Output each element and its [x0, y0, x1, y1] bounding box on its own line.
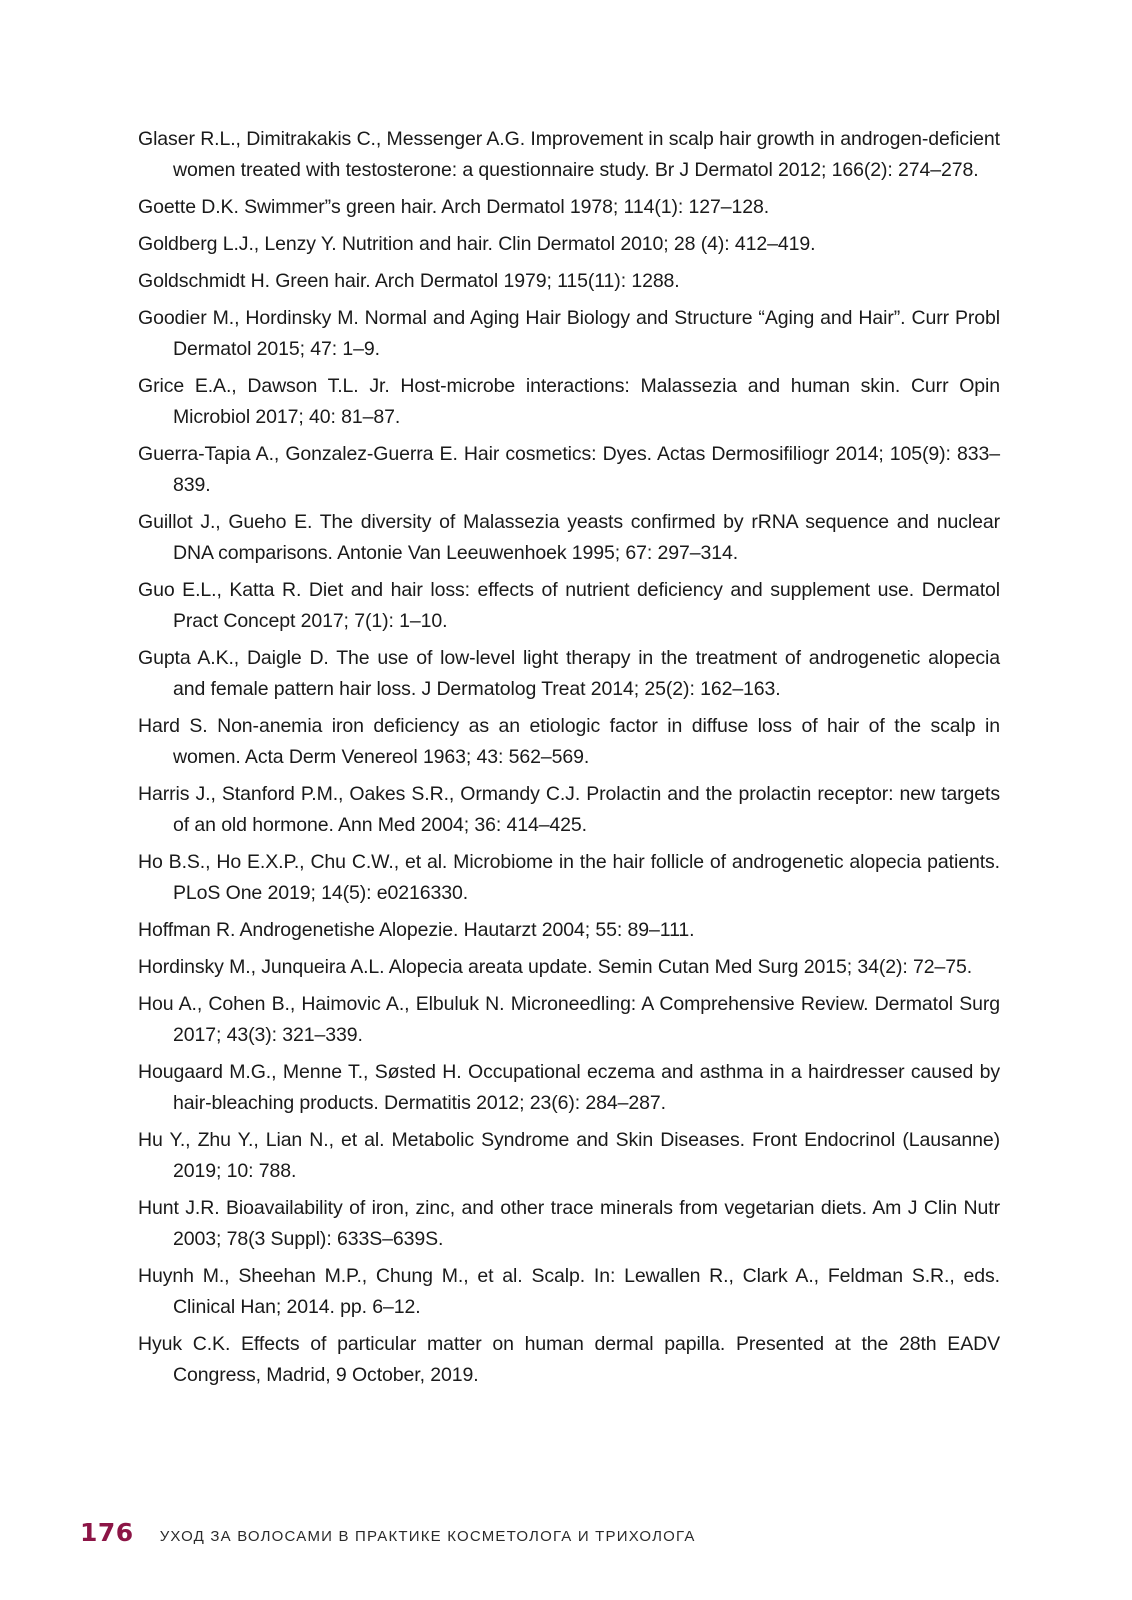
reference-list	[138, 124, 1000, 1397]
reference-item: Hyuk C.K. Effects of particular matter on human dermal papilla. Presented at the 28th EADV Congress, Madrid, 9 October, 2019.	[138, 1333, 1000, 1386]
reference-item: Goodier M., Hordinsky M. Normal and Aging Hair Biology and Structure “Aging and Hair”. Curr Probl Dermatol 2015; 47: 1–9.	[138, 307, 1000, 360]
reference-item: Hougaard M.G., Menne T., Søsted H. Occupational eczema and asthma in a hairdresser caused by hair-bleaching products. Dermatitis 2012; 23(6): 284–287.	[138, 1061, 1000, 1114]
page-number: 176	[80, 1518, 134, 1547]
reference-item: Glaser R.L., Dimitrakakis C., Messenger A.G. Improvement in scalp hair growth in androgen-deficient women treated with testosterone: a questionnaire study. Br J Dermatol 2012; 166(2): 274–278.	[138, 128, 1000, 181]
reference-item: Goldschmidt H. Green hair. Arch Dermatol 1979; 115(11): 1288.	[138, 270, 680, 292]
reference-item: Ho B.S., Ho E.X.P., Chu C.W., et al. Microbiome in the hair follicle of androgenetic alopecia patients. PLoS One 2019; 14(5): e0216330.	[138, 851, 1000, 904]
reference-item: Hu Y., Zhu Y., Lian N., et al. Metabolic Syndrome and Skin Diseases. Front Endocrinol (Lausanne) 2019; 10: 788.	[138, 1129, 1000, 1182]
reference-item: Hunt J.R. Bioavailability of iron, zinc, and other trace minerals from vegetarian diets. Am J Clin Nutr 2003; 78(3 Suppl): 633S–639S.	[138, 1197, 1000, 1250]
reference-item: Hordinsky M., Junqueira A.L. Alopecia areata update. Semin Cutan Med Surg 2015; 34(2): 72–75.	[138, 956, 973, 978]
reference-item: Grice E.A., Dawson T.L. Jr. Host-microbe interactions: Malassezia and human skin. Curr Opin Microbiol 2017; 40: 81–87.	[138, 375, 1000, 428]
reference-item: Hard S. Non-anemia iron deficiency as an etiologic factor in diffuse loss of hair of the scalp in women. Acta Derm Venereol 1963; 43: 562–569.	[138, 715, 1000, 768]
reference-item: Harris J., Stanford P.M., Oakes S.R., Ormandy C.J. Prolactin and the prolactin receptor: new targets of an old hormone. Ann Med 2004; 36: 414–425.	[138, 783, 1000, 836]
page-footer	[80, 1518, 696, 1547]
reference-item: Gupta A.K., Daigle D. The use of low-level light therapy in the treatment of androgenetic alopecia and female pattern hair loss. J Dermatolog Treat 2014; 25(2): 162–163.	[138, 647, 1000, 700]
reference-item: Guo E.L., Katta R. Diet and hair loss: effects of nutrient deficiency and supplement use. Dermatol Pract Concept 2017; 7(1): 1–10.	[138, 579, 1000, 632]
reference-item: Goldberg L.J., Lenzy Y. Nutrition and hair. Clin Dermatol 2010; 28 (4): 412–419.	[138, 233, 816, 255]
reference-item: Guerra-Tapia A., Gonzalez-Guerra E. Hair cosmetics: Dyes. Actas Dermosifiliogr 2014; 105(9): 833–839.	[138, 443, 1000, 496]
reference-item: Hoffman R. Androgenetishe Alopezie. Hautarzt 2004; 55: 89–111.	[138, 919, 695, 941]
reference-item: Hou A., Cohen B., Haimovic A., Elbuluk N. Microneedling: A Comprehensive Review. Dermatol Surg 2017; 43(3): 321–339.	[138, 993, 1000, 1046]
reference-item: Huynh M., Sheehan M.P., Chung M., et al. Scalp. In: Lewallen R., Clark A., Feldman S.R., eds. Clinical Han; 2014. pp. 6–12.	[138, 1265, 1000, 1318]
reference-item: Goette D.K. Swimmer”s green hair. Arch Dermatol 1978; 114(1): 127–128.	[138, 196, 770, 218]
running-title: УХОД ЗА ВОЛОСАМИ В ПРАКТИКЕ КОСМЕТОЛОГА И ТРИХОЛОГА	[159, 1528, 696, 1545]
reference-item: Guillot J., Gueho E. The diversity of Malassezia yeasts confirmed by rRNA sequence and nuclear DNA comparisons. Antonie Van Leeuwenhoek 1995; 67: 297–314.	[138, 511, 1000, 564]
